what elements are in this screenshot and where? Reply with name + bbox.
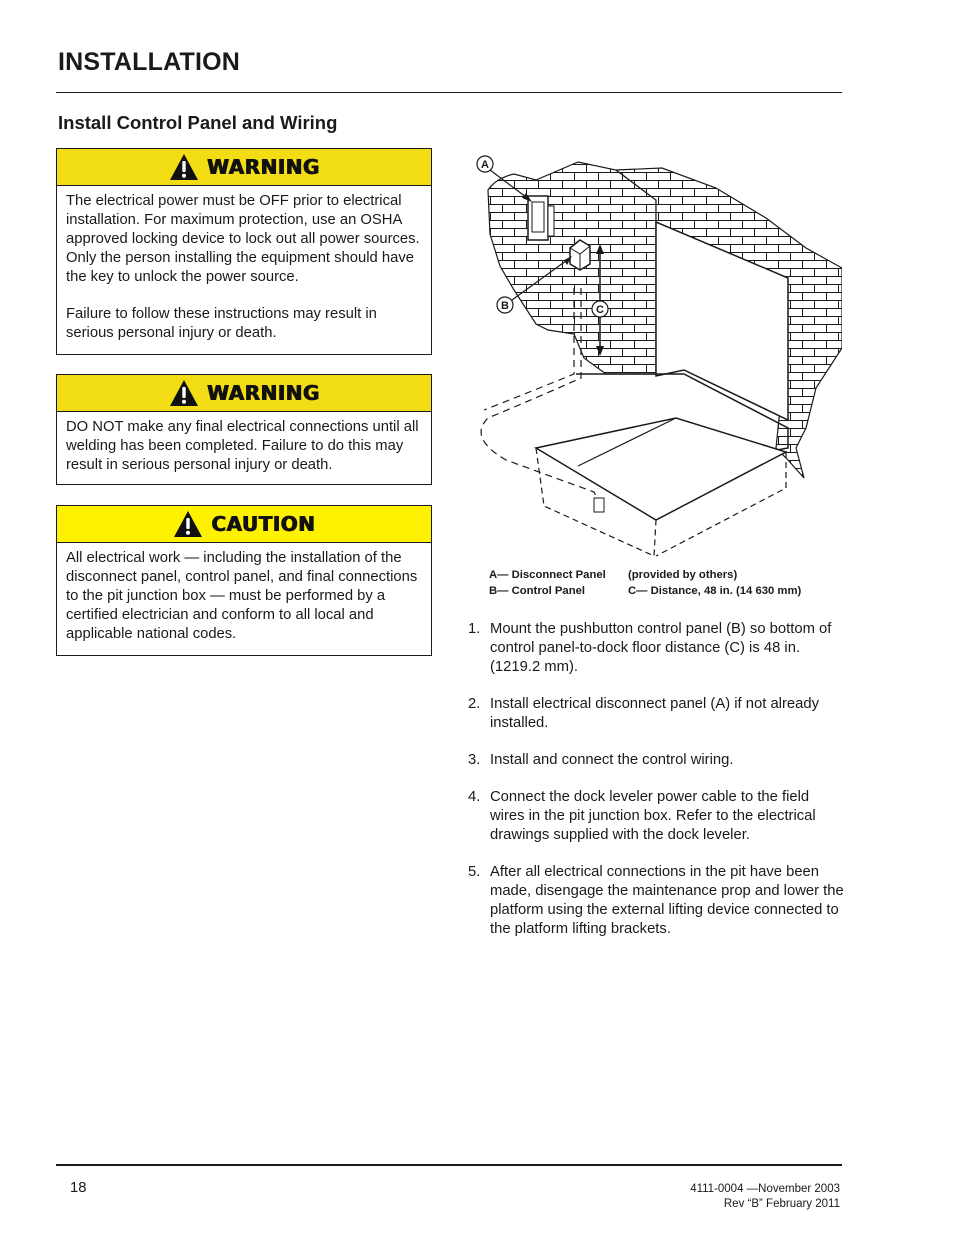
pit-junction-box-icon xyxy=(594,498,604,512)
callout-a xyxy=(477,156,493,172)
page-title: INSTALLATION xyxy=(58,48,241,76)
figure-legend xyxy=(489,568,849,599)
warning-triangle-icon xyxy=(169,379,199,407)
brick-wall-left xyxy=(488,162,656,374)
legend-item: B— Control Panel xyxy=(489,584,586,597)
leveler-pit-top xyxy=(536,418,786,520)
callout-b xyxy=(497,297,513,313)
warning-text xyxy=(57,412,431,485)
step-text: Install and connect the control wiring. xyxy=(490,752,734,768)
step-number: 2. xyxy=(468,696,481,712)
installation-steps xyxy=(468,620,844,957)
caution-text xyxy=(57,543,431,654)
callout-c-label: C xyxy=(596,304,604,316)
caution-triangle-icon xyxy=(173,510,203,538)
control-panel-installation-illustration xyxy=(466,148,842,568)
step-number: 4. xyxy=(468,789,481,805)
callout-b-label: B xyxy=(501,300,509,312)
step-text: Connect the dock leveler power cable to the field wires in the pit junction box. Refer to the electrical drawings supplied with the dock leveler. xyxy=(490,789,816,843)
document-info xyxy=(690,1182,840,1212)
warning-box-welding xyxy=(56,374,432,485)
step-item xyxy=(468,788,844,845)
warning-header xyxy=(57,375,431,412)
caution-box-electrician xyxy=(56,505,432,656)
warning-triangle-icon xyxy=(169,153,199,181)
caution-header xyxy=(57,506,431,543)
caution-paragraph: All electrical work — including the installation of the disconnect panel, control panel, and final connections to the pit junction box — must be performed by a certified electrician and conform to all local and applicable national codes. xyxy=(66,550,418,642)
disconnect-panel-icon xyxy=(528,196,548,240)
signal-word: WARNING xyxy=(206,155,320,179)
warning-header xyxy=(57,149,431,186)
signal-word: CAUTION xyxy=(210,512,316,536)
step-text: Install electrical disconnect panel (A) if not already installed. xyxy=(490,696,819,731)
step-text: After all electrical connections in the pit have been made, disengage the maintenance prop and lower the platform using the external lifting device connected to the platform lifting brackets. xyxy=(490,864,844,937)
section-title: Install Control Panel and Wiring xyxy=(58,112,338,133)
callout-c xyxy=(592,301,608,317)
warning-paragraph: DO NOT make any final electrical connections until all welding has been completed. Failure to do this may result in serious personal injury or death. xyxy=(66,419,419,473)
legend-row xyxy=(489,584,849,600)
step-item xyxy=(468,695,844,733)
warning-paragraph: Failure to follow these instructions may result in serious personal injury or death. xyxy=(66,306,377,341)
header-rule xyxy=(56,92,842,93)
legend-row xyxy=(489,568,849,584)
warning-paragraph: The electrical power must be OFF prior to electrical installation. For maximum protection, use an OSHA approved locking device to lock out all power sources. Only the person installing the equipment should have the key to unlock the power source. xyxy=(66,193,420,285)
document-number: 4111-0004 —November 2003 xyxy=(690,1183,840,1195)
warning-box-power-off xyxy=(56,148,432,355)
step-item xyxy=(468,863,844,939)
step-number: 1. xyxy=(468,621,481,637)
legend-item: (provided by others) xyxy=(628,569,738,581)
legend-item: A— Disconnect Panel xyxy=(489,569,606,581)
callout-a-label: A xyxy=(481,159,489,171)
step-text: Mount the pushbutton control panel (B) so bottom of control panel-to-dock floor distance (C) is 48 in. (1219.2 mm). xyxy=(490,621,832,675)
warning-text xyxy=(57,186,431,353)
signal-word: WARNING xyxy=(206,381,320,405)
footer-rule xyxy=(56,1164,842,1166)
step-number: 5. xyxy=(468,864,481,880)
revision-date: Rev “B” February 2011 xyxy=(723,1198,840,1210)
legend-item: C— Distance, 48 in. (14 630 mm) xyxy=(628,584,802,597)
page-number: 18 xyxy=(70,1180,87,1196)
step-item xyxy=(468,751,844,770)
step-item xyxy=(468,620,844,677)
step-number: 3. xyxy=(468,752,481,768)
